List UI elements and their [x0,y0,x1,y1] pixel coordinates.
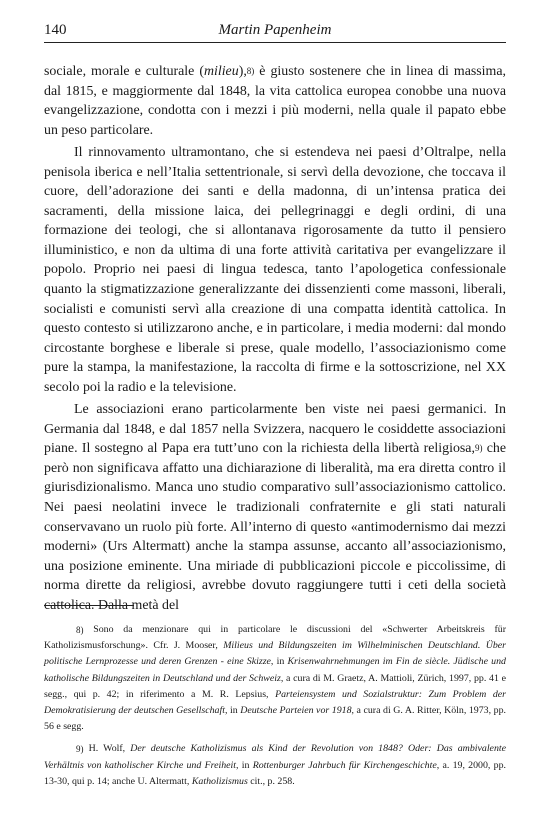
footnote-9-text-d: cit., p. 258. [247,775,295,787]
paragraph-1 [44,62,506,140]
paragraph-1-text-c: è giusto sostenere che in linea di massima, dal 1815, e maggiormente dal 1848, la vita cattolica europea conobbe una nuova evangelizzazione, condotta con i mezzi i più moderni, nella quale il papato ebbe un peso particolare. [44,64,506,138]
footnote-8-title-c: Parteiensystem und Sozialstruktur: Zum Problem der Demokratisierung der deutschen Gesellschaft [44,688,506,717]
footnote-9 [44,741,506,790]
footnote-9-title-c: Katholizismus [191,775,248,787]
paragraph-1-text-a: sociale, morale e culturale ( [44,64,204,79]
running-head-author: Martin Papenheim [218,22,332,38]
footnote-8-title-d: Deutsche Parteien vor 1918 [240,705,352,717]
footnote-ref-8[interactable]: 8) [246,66,255,76]
paragraph-3-text-b: che però non significava affatto una dichiarazione di liberalità, ma era diretta contro il giurisdizionalismo. Manca uno studio comparativo sull’associazionismo cattolico. Nei paesi neolatini invece le tradizionali confraternite e gli stati naturali conservavano un ruolo più forte. All’interno di questo «antimodernismo dai mezzi moderni» (Urs Altermatt) anche la stampa assunse, accanto all’associazionismo, una posizione eminente. Una miriade di pubblicazioni piccole e piccolissime, di norma dirette da religiosi, avrebbe dovuto raggiungere tutti i ceti della società cattolica. Dalla metà del [44,441,507,613]
page-number: 140 [44,22,67,38]
running-header [44,20,506,43]
footnote-8-text-c: , a cura di M. Graetz, A. Mattioli, Zürich, 1997, pp. 41 e segg., qui p. 42; in riferimento a M. R. Lepsius, [44,672,506,700]
footnote-8-title-b: Krisenwahrnehmungen im Fin de siècle. Jüdische und katholische Bildungszeiten in Deutschland und der Schweiz [44,656,506,684]
footnote-9-title-a: Der deutsche Katholizismus als Kind der Revolution von 1848? Oder: Das ambivalente Verhältnis von katholischer Kirche und Freiheit [44,743,507,771]
paragraph-2: Il rinnovamento ultramontano, che si estendeva nei paesi d’Oltralpe, nella penisola iberica e nell’Italia settentrionale, si servì della devozione, che toccava il cuore, dell’adorazione dei santi e della madonna, di un’intensa pratica dei sacramenti, della missione laica, dei pellegrinaggi e degli ordini, di una formazione dei teologi, che si allontanava rigorosamente da tutto il pensiero illuministico, e non da ultima di una forte attività caritativa per evangelizzare il popolo. Proprio nei paesi di lingua tedesca, tanto l’apologetica confessionale quanto la stigmatizzazione generalizzante dei dissenzienti come massoni, liberali, socialisti e comunisti servì alla creazione di una compatta identità cattolica. In questo contesto si utilizzarono anche, e in particolare, i media moderni: dal mondo circostante borghese e liberale si prese, quale modello, l’associazionismo come pure la stampa, la manifestazione, la raccolta di firme e la sottoscrizione, nel XX secolo poi la radio e la televisione. [44,145,506,395]
footnote-ref-9[interactable]: 9) [474,443,483,454]
footnote-8-mark: 8) [76,625,84,635]
footnote-8-title-a: Milieus und Bildungszeiten im Wilhelminischen Deutschland. Über politische Lernprozesse und deren Grenzen - eine Skizze [44,640,507,668]
footnote-9-text-a: H. Wolf, [83,743,131,755]
footnote-8-text-d: , in [224,705,241,717]
footnote-separator [44,605,134,606]
body-text [44,62,506,615]
footnote-8-text-e: , a cura di G. A. Ritter, Köln, 1973, pp. 56 e segg. [44,705,506,733]
paragraph-1-text-b: ), [238,64,247,79]
paragraph-3 [44,400,506,615]
footnote-9-mark: 9) [76,744,84,755]
footnote-8-text-b: , in [270,656,288,668]
paragraph-3-text-a: Le associazioni erano particolarmente ben viste nei paesi germanici. In Germania dal 1848, e dal 1857 nella Svizzera, nacquero le cosiddette associazioni piane. Il sostegno al Papa era tutt’uno con la richiesta della libertà religiosa, [44,402,506,457]
footnote-9-title-b: Rottenburger Jahrbuch für Kirchengeschichte [252,759,437,771]
paragraph-1-italic-term: milieu [203,64,239,79]
footnote-8-text-a: Sono da menzionare qui in particolare le discussioni del «Schwerter Arbeitskreis für Katholizismusforschung». Cfr. J. Mooser, [44,624,506,652]
footnotes [44,622,506,790]
footnote-9-text-b: , in [236,759,253,771]
footnote-9-text-c: , a. 19, 2000, pp. 13-30, qui p. 14; anche U. Altermatt, [44,759,507,787]
footnote-8 [44,622,506,735]
